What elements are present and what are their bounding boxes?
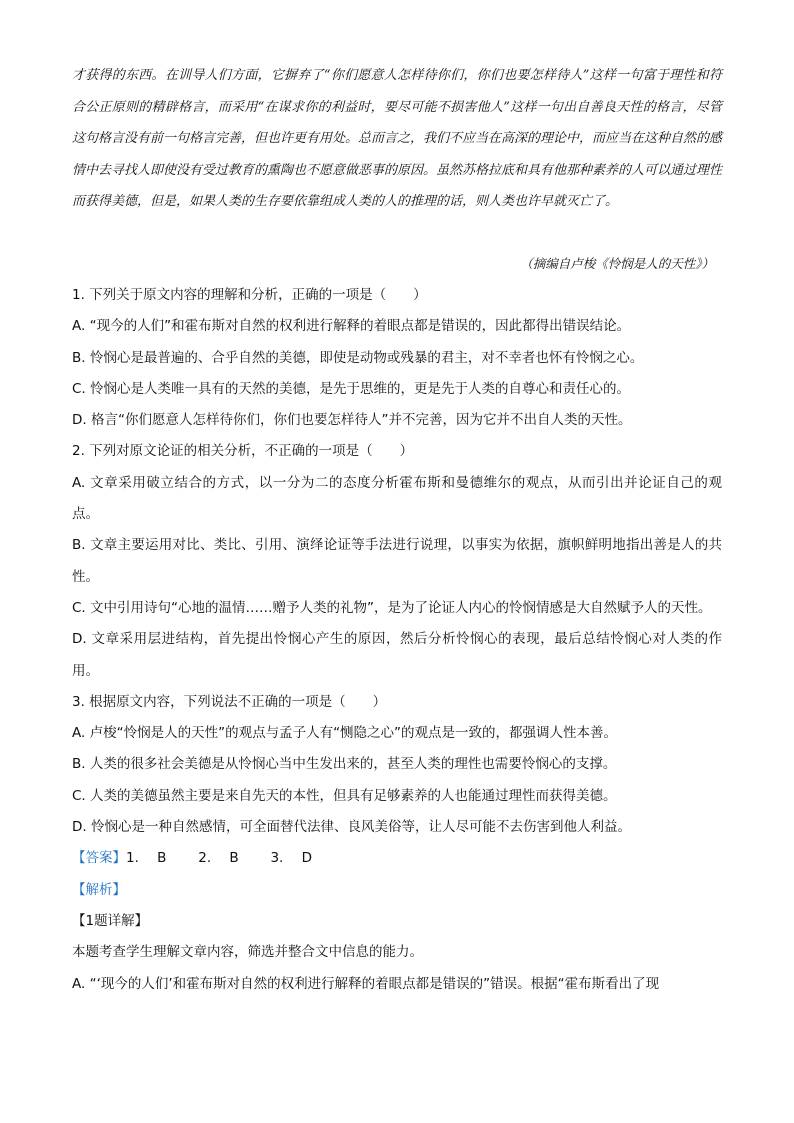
question-3-option-c: C. 人类的美德虽然主要是来自先天的本性，但具有足够素养的人也能通过理性而获得美德。 bbox=[72, 787, 617, 804]
question-3-option-b: B. 人类的很多社会美德是从怜悯心当中生发出来的，甚至人类的理性也需要怜悯心的支撑。 bbox=[72, 756, 617, 773]
analysis-section: 【1题详解】 bbox=[72, 912, 149, 929]
questions-block bbox=[72, 280, 722, 1000]
question-1-stem: 1. 下列关于原文内容的理解和分析，正确的一项是（ ） bbox=[72, 287, 427, 303]
question-2-stem: 2. 下列对原文论证的相关分析，不正确的一项是（ ） bbox=[72, 443, 414, 460]
question-3-option-a: A. 卢梭“怜悯是人的天性”的观点与孟子人有“恻隐之心”的观点是一致的，都强调人性本善。 bbox=[72, 725, 618, 742]
analysis-detail: A. “‘现今的人们’和霍布斯对自然的权利进行解释的着眼点都是错误的”错误。根据“霍布斯看出了现 bbox=[72, 975, 660, 992]
question-1-option-d: D. 格言“你们愿意人怎样待你们，你们也要怎样待人”并不完善，因为它并不出自人类的天性。 bbox=[72, 412, 632, 429]
question-2-option-a: A. 文章采用破立结合的方式，以一分为二的态度分析霍布斯和曼德维尔的观点，从而引出并论证自己的观点。 bbox=[72, 474, 722, 523]
answer-label: 【答案】 bbox=[72, 850, 126, 867]
question-3-stem: 3. 根据原文内容，下列说法不正确的一项是（ ） bbox=[72, 693, 387, 710]
answer-values: 1. B 2. B 3. D bbox=[126, 850, 313, 867]
question-3-option-d: D. 怜悯心是一种自然感情，可全面替代法律、良风美俗等，让人尽可能不去伤害到他人利益。 bbox=[72, 819, 631, 836]
passage-source: （摘编自卢梭《怜悯是人的天性》） bbox=[520, 256, 714, 271]
passage-text: 才获得的东西。在训导人们方面，它摒弃了“你们愿意人怎样待你们，你们也要怎样待人”这样一句富于理性和符合公正原则的精辟格言，而采用“在谋求你的利益时，要尽可能不损害他人”这样一句出自善良天性的格言，尽管这句格言没有前一句格言完善，但也许更有用处。总而言之，我们不应当在高深的理论中，而应当在这种自然的感情中去寻找人即使没有受过教育的熏陶也不愿意做恶事的原因。虽然苏格拉底和具有他那种素养的人可以通过理性而获得美德，但是，如果人类的生存要依靠组成人类的人的推理的话，则人类也许早就灭亡了。 bbox=[72, 68, 723, 209]
question-2-option-c: C. 文中引用诗句“心地的温情……赠予人类的礼物”，是为了论证人内心的怜悯情感是大自然赋予人的天性。 bbox=[72, 599, 712, 616]
analysis-intro: 本题考查学生理解文章内容，筛选并整合文中信息的能力。 bbox=[72, 944, 423, 961]
question-1-option-b: B. 怜悯心是最普遍的、合乎自然的美德，即使是动物或残暴的君主，对不幸者也怀有怜悯之心。 bbox=[72, 349, 644, 366]
answer-line bbox=[72, 843, 722, 874]
question-2-option-b: B. 文章主要运用对比、类比、引用、演绎论证等手法进行说理，以事实为依据，旗帜鲜明地指出善是人的共性。 bbox=[72, 537, 722, 585]
analysis-label: 【解析】 bbox=[72, 881, 126, 898]
question-1-option-a: A. “现今的人们”和霍布斯对自然的权利进行解释的着眼点都是错误的，因此都得出错误结论。 bbox=[72, 318, 631, 335]
question-2-option-d: D. 文章采用层进结构，首先提出怜悯心产生的原因，然后分析怜悯心的表现，最后总结怜悯心对人类的作用。 bbox=[72, 631, 722, 679]
question-1-option-c: C. 怜悯心是人类唯一具有的天然的美德，是先于思维的，更是先于人类的自尊心和责任心的。 bbox=[72, 380, 631, 397]
